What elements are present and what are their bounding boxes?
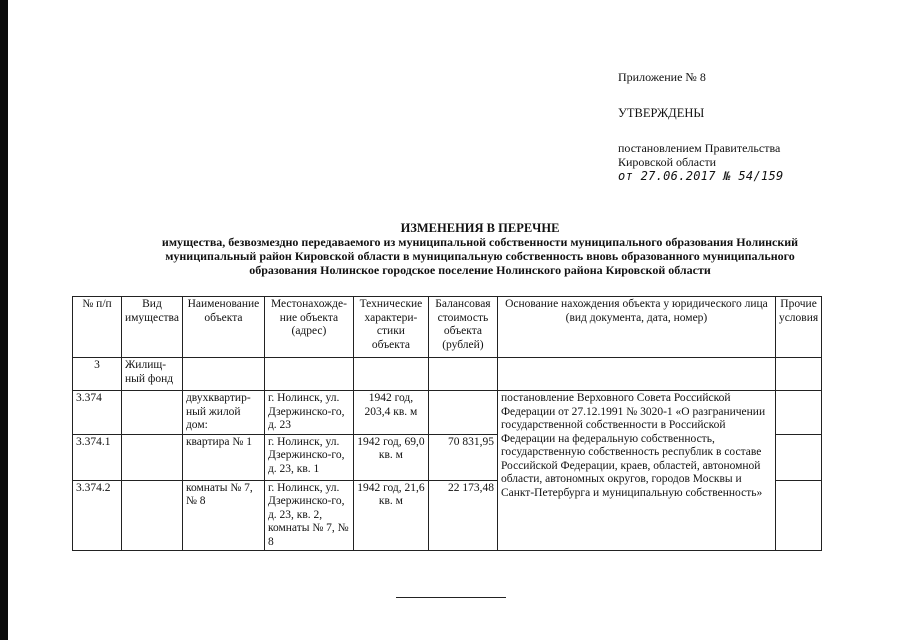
cell-balance <box>428 391 497 435</box>
cell-kind: Жилищ-ный фонд <box>122 358 183 391</box>
cell-name <box>182 358 264 391</box>
cell-other <box>775 480 821 551</box>
cell-basis-empty <box>497 358 775 391</box>
header-tech: Технические характери-стики объекта <box>353 297 428 358</box>
cell-other <box>775 358 821 391</box>
document-title: ИЗМЕНЕНИЯ В ПЕРЕЧНЕ <box>400 221 560 235</box>
approved-by-line-2: Кировской области <box>618 155 717 169</box>
cell-tech <box>353 358 428 391</box>
cell-name: двухквартир-ный жилой дом: <box>182 391 264 435</box>
header-location: Местонахожде-ние объекта (адрес) <box>264 297 353 358</box>
cell-kind <box>122 480 183 551</box>
table-header-row <box>73 297 822 358</box>
header-kind: Вид имущества <box>122 297 183 358</box>
cell-kind <box>122 434 183 480</box>
cell-num: 3 <box>73 358 122 391</box>
annex-label: Приложение № 8 <box>618 70 706 84</box>
cell-location: г. Нолинск, ул. Дзержинско-го, д. 23, кв. 2, комнаты № 7, № 8 <box>264 480 353 551</box>
document-heading <box>100 221 860 277</box>
cell-num: 3.374.1 <box>73 434 122 480</box>
cell-location <box>264 358 353 391</box>
cell-kind <box>122 391 183 435</box>
cell-balance: 70 831,95 <box>428 434 497 480</box>
cell-other <box>775 391 821 435</box>
document-subtitle-line-3: образования Нолинское городское поселение Нолинского района Кировской области <box>249 263 711 277</box>
header-name: Наименование объекта <box>182 297 264 358</box>
cell-tech: 1942 год, 69,0 кв. м <box>353 434 428 480</box>
header-num: № п/п <box>73 297 122 358</box>
approved-by-line-1: постановлением Правительства <box>618 141 781 155</box>
header-balance: Балансовая стоимость объекта (рублей) <box>428 297 497 358</box>
approval-date-number: от 27.06.2017 № 54/159 <box>618 169 784 183</box>
cell-location: г. Нолинск, ул. Дзержинско-го, д. 23, кв. 1 <box>264 434 353 480</box>
cell-other <box>775 434 821 480</box>
cell-name: квартира № 1 <box>182 434 264 480</box>
cell-tech: 1942 год, 203,4 кв. м <box>353 391 428 435</box>
scan-left-edge <box>0 0 8 640</box>
cell-num: 3.374 <box>73 391 122 435</box>
cell-basis: постановление Верховного Совета Российской Федерации от 27.12.1991 № 3020-1 «О разграничении государственной собственности в Российской Федерации на федеральную собственность, государственную собственность республик в составе Российской Федерации, краев, областей, автономной области, автономных округов, городов Москвы и Санкт-Петербурга и муниципальную собственность» <box>497 391 775 551</box>
document-subtitle-line-1: имущества, безвозмездно передаваемого из муниципальной собственности муниципального образования Нолинский <box>161 235 799 249</box>
document-subtitle-line-2: муниципальный район Кировской области в муниципальную собственность вновь образованного муниципального <box>165 249 795 263</box>
table-row <box>73 391 822 435</box>
cell-name: комнаты № 7, № 8 <box>182 480 264 551</box>
header-other: Прочие условия <box>775 297 821 358</box>
approved-label: УТВЕРЖДЕНЫ <box>618 106 705 120</box>
approval-block <box>618 70 858 183</box>
cell-balance: 22 173,48 <box>428 480 497 551</box>
cell-tech: 1942 год, 21,6 кв. м <box>353 480 428 551</box>
table-row <box>73 358 822 391</box>
cell-balance <box>428 358 497 391</box>
property-table <box>72 296 822 551</box>
header-basis: Основание нахождения объекта у юридического лица (вид документа, дата, номер) <box>497 297 775 358</box>
cell-location: г. Нолинск, ул. Дзержинско-го, д. 23 <box>264 391 353 435</box>
footer-divider <box>396 597 506 598</box>
cell-num: 3.374.2 <box>73 480 122 551</box>
